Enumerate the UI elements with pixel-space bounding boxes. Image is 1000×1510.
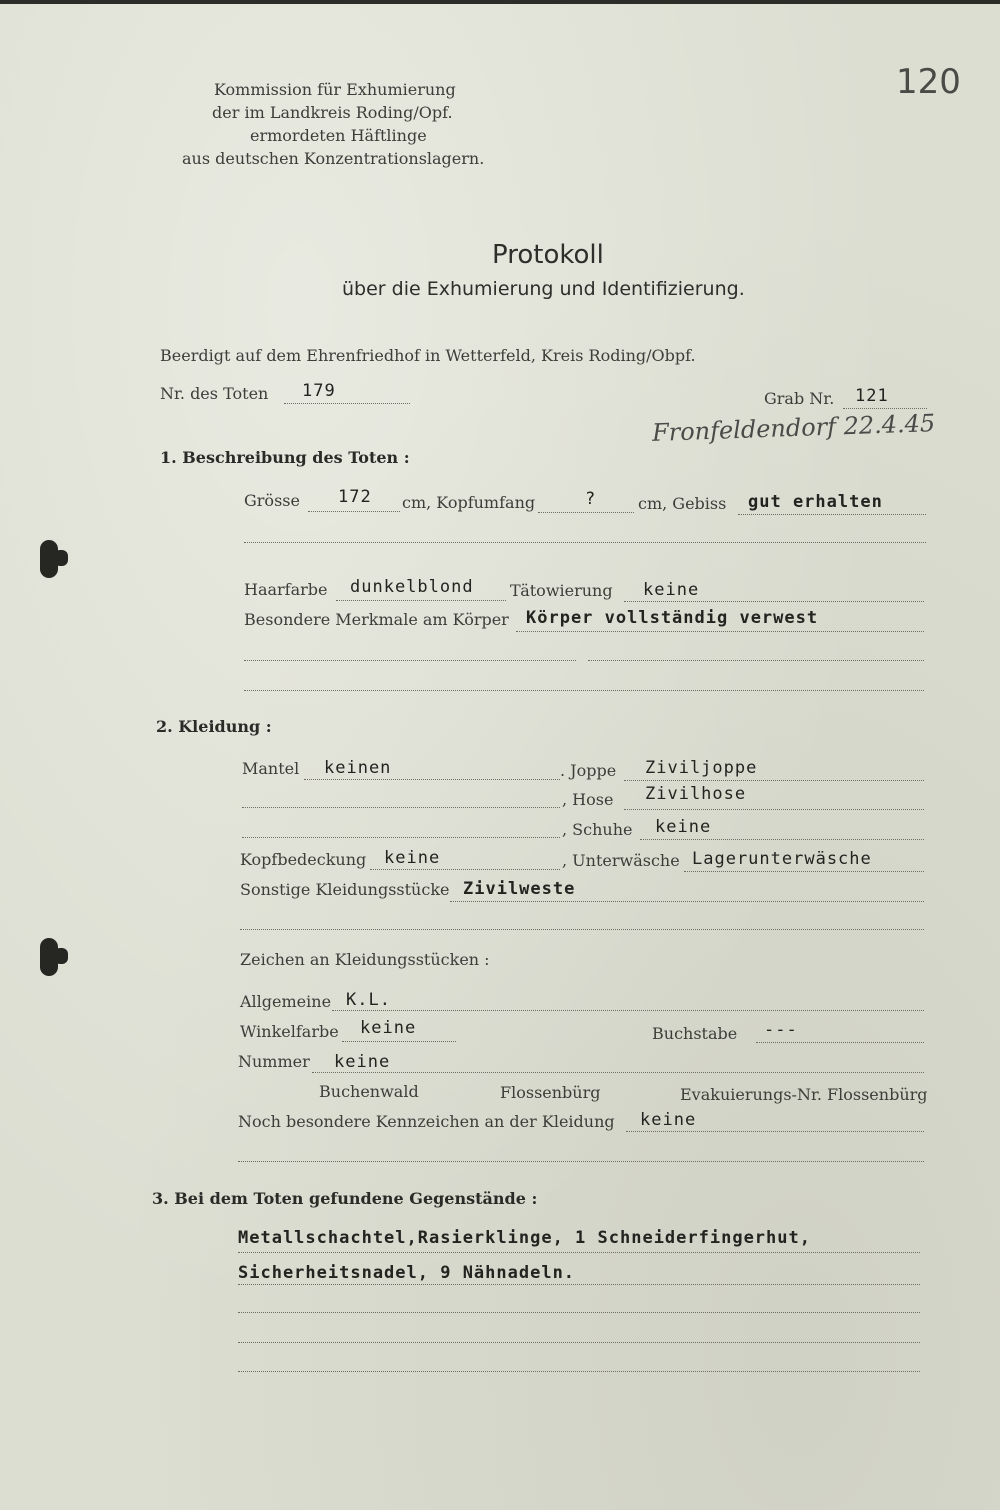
dead-number-value: 179: [302, 381, 336, 401]
body-marks-label: Besondere Merkmale am Körper: [244, 610, 509, 629]
trousers-label: , Hose: [562, 790, 614, 809]
jacket-label: . Joppe: [560, 761, 617, 780]
coat-label: Mantel: [242, 759, 300, 778]
height-value: 172: [338, 487, 372, 507]
teeth-label: cm, Gebiss: [638, 494, 727, 513]
commission-line-2: der im Landkreis Roding/Opf.: [212, 103, 453, 122]
buchenwald-label: Buchenwald: [319, 1082, 419, 1101]
headwear-value: keine: [384, 848, 441, 868]
number-value: keine: [334, 1052, 391, 1072]
section-3-heading: 3. Bei dem Toten gefundene Gegenstände :: [152, 1189, 538, 1208]
section-2-heading: 2. Kleidung :: [156, 717, 272, 736]
commission-line-4: aus deutschen Konzentrationslagern.: [182, 149, 485, 168]
tattoo-label: Tätowierung: [510, 581, 613, 600]
items-found-line-2: Sicherheitsnadel, 9 Nähnadeln.: [238, 1263, 576, 1283]
clothing-marks-heading: Zeichen an Kleidungsstücken :: [240, 950, 490, 969]
shoes-value: keine: [655, 817, 712, 837]
letter-label: Buchstabe: [652, 1024, 738, 1043]
page-subtitle: über die Exhumierung und Identifizierung.: [342, 278, 745, 300]
coat-value: keinen: [324, 758, 392, 778]
trousers-value: Zivilhose: [645, 784, 747, 804]
flossenburg-label: Flossenbürg: [500, 1083, 601, 1102]
underwear-label: , Unterwäsche: [562, 851, 680, 870]
grave-label: Grab Nr.: [764, 389, 835, 408]
head-circumference-value: ?: [585, 489, 597, 509]
hair-value: dunkelblond: [350, 577, 474, 597]
triangle-color-label: Winkelfarbe: [240, 1022, 339, 1041]
grave-value: 121: [855, 386, 889, 406]
height-label: Grösse: [244, 491, 300, 510]
commission-line-3: ermordeten Häftlinge: [250, 126, 427, 145]
underwear-value: Lagerunterwäsche: [692, 849, 872, 869]
page-number: 120: [896, 62, 961, 102]
handwritten-note: Fronfeldendorf 22.4.45: [651, 409, 936, 447]
triangle-color-value: keine: [360, 1018, 417, 1038]
section-1-heading: 1. Beschreibung des Toten :: [160, 448, 410, 467]
items-found-line-1: Metallschachtel,Rasierklinge, 1 Schneiderfingerhut,: [238, 1228, 811, 1248]
body-marks-value: Körper vollständig verwest: [526, 608, 819, 628]
special-marks-label: Noch besondere Kennzeichen an der Kleidung: [238, 1112, 615, 1131]
punch-hole-top: [40, 540, 58, 578]
general-value: K.L.: [346, 990, 391, 1010]
teeth-value: gut erhalten: [748, 492, 883, 512]
letter-value: ---: [764, 1020, 798, 1040]
dead-number-label: Nr. des Toten: [160, 384, 269, 403]
head-circumference-label: cm, Kopfumfang: [402, 493, 536, 512]
jacket-value: Ziviljoppe: [645, 758, 758, 778]
general-label: Allgemeine: [240, 992, 332, 1011]
tattoo-value: keine: [643, 580, 700, 600]
hair-label: Haarfarbe: [244, 580, 328, 599]
number-label: Nummer: [238, 1052, 310, 1071]
burial-location: Beerdigt auf dem Ehrenfriedhof in Wetterfeld, Kreis Roding/Obpf.: [160, 346, 696, 365]
headwear-label: Kopfbedeckung: [240, 850, 367, 869]
other-clothing-label: Sonstige Kleidungsstücke: [240, 880, 450, 899]
page-title: Protokoll: [492, 240, 604, 270]
commission-line-1: Kommission für Exhumierung: [214, 80, 456, 99]
evacuation-number-label: Evakuierungs-Nr. Flossenbürg: [680, 1085, 928, 1104]
other-clothing-value: Zivilweste: [463, 879, 576, 899]
special-marks-value: keine: [640, 1110, 697, 1130]
punch-hole-bottom: [40, 938, 58, 976]
shoes-label: , Schuhe: [562, 820, 633, 839]
